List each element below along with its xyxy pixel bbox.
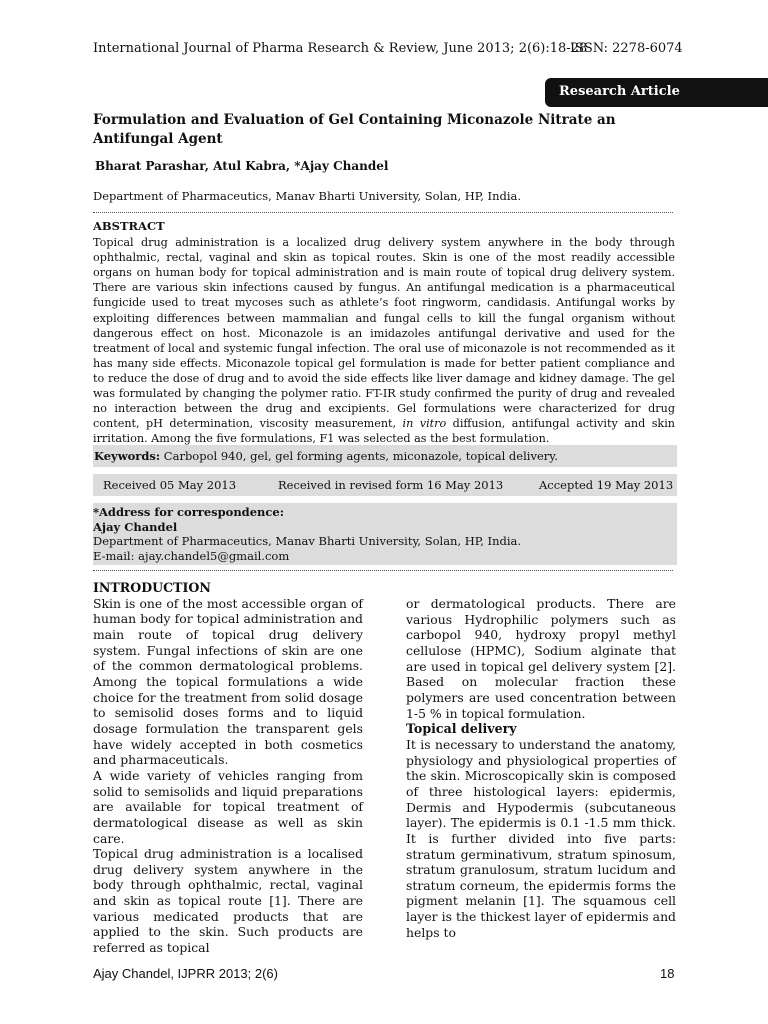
accepted-date: Accepted 19 May 2013	[539, 478, 674, 492]
abstract-end: diffusion, antifungal activity and skin irritation. Among the five formulations, F1 was selected as the best formulation.	[93, 417, 675, 446]
abstract	[93, 219, 675, 446]
keywords-label: Keywords:	[94, 449, 161, 463]
abstract-body: Topical drug administration is a localized drug delivery system anywhere in the body through ophthalmic, rectal, vaginal and skin as topical routes. Skin is one of the most readily accessible organs on human body for topical administration and is main route of topical drug delivery system. There are various skin infections caused by fungus. An antifungal medication is a pharmaceutical fungicide used to treat mycoses such as athlete’s foot ringworm, candidasis. Antifungal works by exploiting differences between mammalian and fungal cells to kill the fungal organism without dangerous effect on host. Miconazole is an imidazoles antifungal derivative and used for the treatment of local and systemic fungal infection. The oral use of miconazole is not recommended as it has many side effects. Miconazole topical gel formulation is made for better patient compliance and to reduce the dose of drug and to avoid the side effects like liver damage and kidney damage. The gel was formulated by changing the polymer ratio. FT-IR study confirmed the purity of drug and revealed no interaction between the drug and excipients. Gel formulations were characterized for drug content, pH determination, viscosity measurement,	[93, 236, 675, 431]
paragraph: Skin is one of the most accessible organ of human body for topical administration and main route of topical drug delivery system. Fungal infections of skin are one of the common dermatological problems. Among the topical formulations a wide choice for the treatment from solid dosage to semisolid doses forms and to liquid dosage formulation the transparent gels have widely accepted in both cosmetics and pharmaceuticals.	[93, 595, 363, 768]
keywords-text: Carbopol 940, gel, gel forming agents, miconazole, topical delivery.	[163, 449, 558, 463]
correspondence-address: Department of Pharmaceutics, Manav Bharti University, Solan, HP, India.	[93, 534, 522, 549]
article-type-tag: Research Article	[545, 78, 768, 107]
paragraph: A wide variety of vehicles ranging from solid to semisolids and liquid preparations are available for topical treatment of dermatological disease as well as skin care.	[93, 767, 363, 846]
page-number: 18	[660, 966, 675, 981]
journal-citation: International Journal of Pharma Research & Review, June 2013; 2(6):18-28	[93, 41, 588, 56]
divider	[93, 570, 673, 571]
intro-heading: INTRODUCTION	[93, 580, 211, 595]
issn: ISSN: 2278-6074	[570, 41, 683, 56]
correspondence-box	[93, 503, 677, 565]
correspondence-email: E-mail: ajay.chandel5@gmail.com	[93, 548, 290, 563]
revised-date: Received in revised form 16 May 2013	[278, 478, 504, 492]
correspondence-label: *Address for correspondence:	[93, 505, 284, 519]
paragraph: It is necessary to understand the anatomy, physiology and physiological properties of the skin. Microscopically skin is composed of three histological layers: epidermis, Dermis and Hypodermis (subcutaneous layer). The epidermis is 0.1 -1.5 mm thick. It is further divided into five parts: stratum germinativum, stratum spinosum, stratum granulosum, stratum lucidum and stratum corneum, the epidermis forms the pigment melanin [1]. The squamous cell layer is the thickest layer of epidermis and helps to	[406, 736, 676, 940]
section-heading: Topical delivery	[406, 721, 517, 737]
footer-citation: Ajay Chandel, IJPRR 2013; 2(6)	[93, 966, 278, 981]
journal-header	[93, 41, 683, 56]
abstract-text	[93, 235, 675, 446]
affiliation: Department of Pharmaceutics, Manav Bharti University, Solan, HP, India.	[93, 189, 522, 203]
left-column	[93, 580, 363, 956]
divider	[93, 212, 673, 213]
correspondence-name: Ajay Chandel	[93, 519, 178, 534]
article-title: Formulation and Evaluation of Gel Containing Miconazole Nitrate an Antifungal Agent	[93, 112, 616, 147]
paragraph: Topical drug administration is a localised drug delivery system anywhere in the body through ophthalmic, rectal, vaginal and skin as topical route [1]. There are various medicated products that are applied to the skin. Such products are referred as topical	[93, 846, 363, 956]
paragraph: or dermatological products. There are various Hydrophilic polymers such as carbopol 940, hydroxy propyl methyl cellulose (HPMC), Sodium alginate that are used in topical gel delivery system [2]. Based on molecular fraction these polymers are used concentration between 1-5 % in topical formulation.	[406, 596, 676, 721]
right-column	[406, 596, 676, 940]
received-date: Received 05 May 2013	[103, 478, 237, 492]
abstract-italic: in vitro	[402, 417, 447, 431]
authors: Bharat Parashar, Atul Kabra, *Ajay Chandel	[95, 159, 389, 173]
dates-box	[93, 474, 677, 496]
keywords-box	[93, 445, 677, 467]
abstract-heading: ABSTRACT	[93, 219, 165, 233]
